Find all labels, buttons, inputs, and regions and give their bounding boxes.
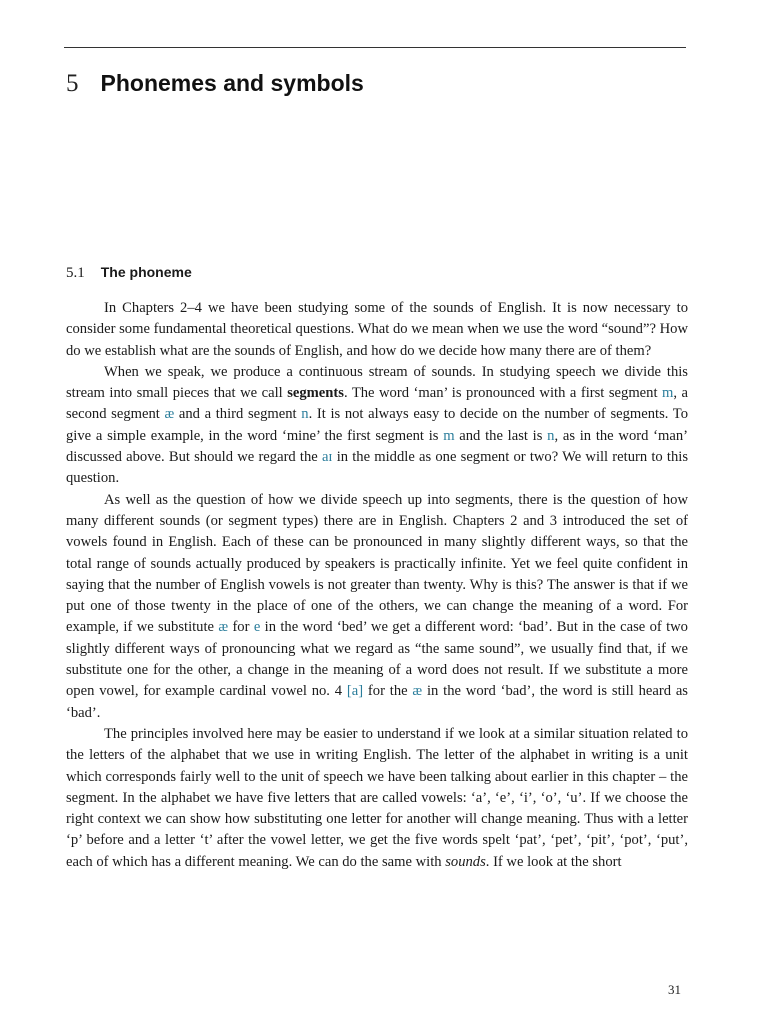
text-run: for the	[363, 683, 413, 700]
emphasis: sounds	[445, 853, 486, 870]
text-run: In Chapters 2–4 we have been studying some of the sounds of English. It is now necessary to consider some fundamental theoretical questions. What do we mean when we use the word “sound”? How do we establish what are the sounds of English, and how do we decide how many there are of them?	[66, 300, 688, 359]
chapter-heading	[66, 70, 364, 98]
text-run: . If we look at the short	[485, 853, 622, 870]
phonetic-symbol: m	[443, 427, 455, 444]
phonetic-symbol: e	[253, 619, 261, 636]
phonetic-symbol: æ	[412, 683, 423, 700]
text-run: in the middle as one segment or two? We will return to this question.	[66, 449, 688, 487]
chapter-number: 5	[66, 70, 79, 97]
phonetic-symbol: m	[662, 385, 674, 402]
header-rule	[64, 47, 686, 48]
phonetic-symbol: n	[301, 406, 309, 423]
text-run: and the last is	[454, 427, 548, 444]
paragraph	[66, 298, 688, 362]
text-run: . The word ‘man’ is pronounced with a first segment	[343, 385, 663, 402]
paragraph	[66, 490, 688, 724]
chapter-title: Phonemes and symbols	[100, 70, 364, 96]
phonetic-symbol: n	[547, 427, 555, 444]
text-run: in the word ‘bed’ we get a different word: ‘bad’. But in the case of two slightly different ways of pronouncing what we regard as “the same sound”, we usually find that, if we substitute one for the other, a change in the meaning of a word does not result. If we substitute a more open vowel, for example cardinal vowel no. 4	[66, 619, 688, 700]
section-title: The phoneme	[100, 264, 192, 280]
text-run: , a second segment	[66, 385, 689, 423]
phonetic-symbol: [a]	[346, 683, 364, 700]
text-run: and a third segment	[174, 406, 302, 423]
text-run: for	[228, 619, 254, 636]
bold-term: segments	[287, 385, 344, 402]
page-number: 31	[668, 982, 681, 997]
paragraph	[66, 724, 688, 873]
text-run: . It is not always easy to decide on the number of segments. To give a simple example, in the word ‘mine’ the first segment is	[66, 406, 688, 444]
text-run: When we speak, we produce a continuous stream of sounds. In studying speech we divide this stream into small pieces that we call	[66, 363, 688, 402]
phonetic-symbol: aɪ	[321, 449, 333, 466]
body-text	[66, 298, 688, 873]
section-number: 5.1	[66, 265, 85, 281]
text-run: in the word ‘bad’, the word is still heard as ‘bad’.	[66, 683, 688, 721]
text-run: As well as the question of how we divide speech up into segments, there is the question of how many different sounds (or segment types) there are in English. Chapters 2 and 3 introduced the set of vowels found in English. Each of these can be pronounced in many slightly different ways, so that the total range of sounds actually produced by speakers is practically infinite. Yet we feel quite confident in saying that the number of English vowels is not greater than twenty. Why is this? The answer is that if we put one of those twenty in the place of one of the others, we can change the meaning of a word. For example, if we substitute	[66, 491, 688, 636]
phonetic-symbol: æ	[164, 406, 175, 423]
phonetic-symbol: æ	[218, 619, 229, 636]
paragraph	[66, 362, 688, 490]
section-heading	[66, 264, 192, 282]
text-run: The principles involved here may be easier to understand if we look at a similar situation related to the letters of the alphabet that we use in writing English. The letter of the alphabet in writing is a unit which corresponds fairly well to the unit of speech we have been talking about earlier in this chapter – the segment. In the alphabet we have five letters that are called vowels: ‘a’, ‘e’, ‘i’, ‘o’, ‘u’. If we choose the right context we can show how substituting one letter for another will change meaning. Thus with a letter ‘p’ before and a letter ‘t’ after the vowel letter, we get the five words spelt ‘pat’, ‘pet’, ‘pit’, ‘pot’, ‘put’, each of which has a different meaning. We can do the same with	[66, 725, 688, 870]
text-run: , as in the word ‘man’ discussed above. But should we regard the	[66, 427, 688, 466]
